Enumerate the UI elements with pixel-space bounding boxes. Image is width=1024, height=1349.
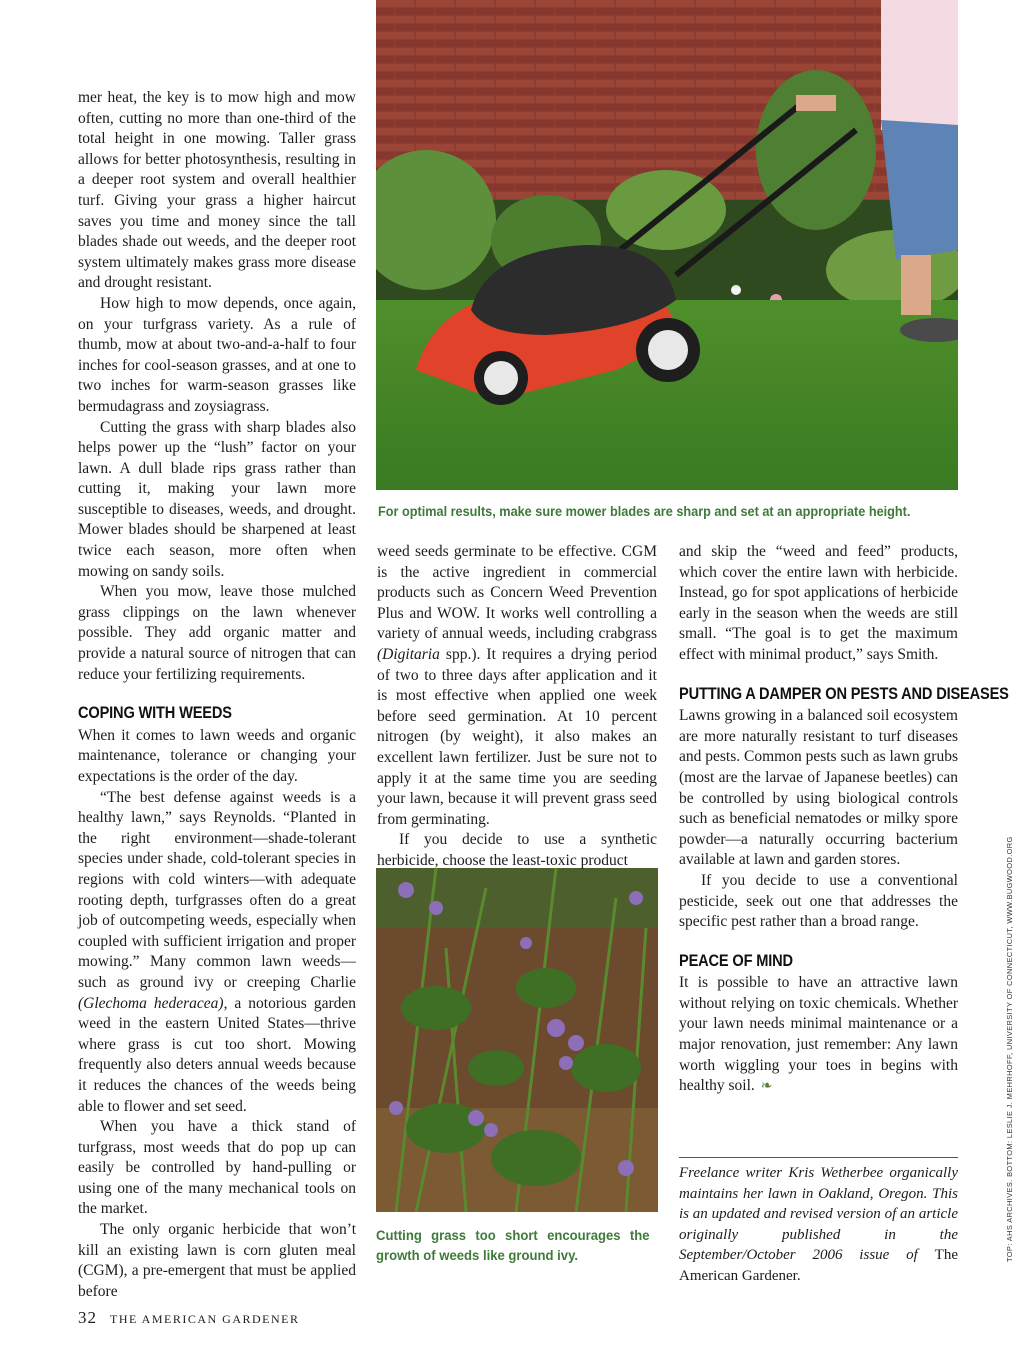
section-heading-weeds: COPING WITH WEEDS bbox=[78, 703, 232, 723]
paragraph: weed seeds germinate to be effective. CGM is the active ingredient in commercial products such as Concern Weed Prevention Plus and WOW. It works well controlling a variety of annual weeds, including crabgrass (Digitaria spp.). It requires a drying period of two to three days after application and it is most effective when applied one week before seed germination. At 10 percent nitrogen (by weight), it also makes an excellent lawn fertilizer. Just be sure not to apply it at the same time you are seeding your lawn, because it will prevent grass seed from germinating. bbox=[377, 543, 657, 828]
ivy-photo-caption: Cutting grass too short encourages the growth of weeds like ground ivy. bbox=[376, 1228, 650, 1263]
paragraph: and skip the “weed and feed” products, which cover the entire lawn with herbicide. Instead, go for spot applications of herbicide early in the season when the weeds are still small. “The goal is to get the maximum effect with minimal product,” says Smith. bbox=[679, 543, 958, 663]
paragraph: When it comes to lawn weeds and organic maintenance, tolerance or changing your expectations is the order of the day. bbox=[78, 726, 356, 785]
paragraph: When you mow, leave those mulched grass clippings on the lawn whenever possible. They add organic matter and provide a natural source of nitrogen that can reduce your fertilizing requirements. bbox=[78, 583, 356, 683]
page-footer bbox=[78, 1308, 300, 1328]
paragraph: Lawns growing in a balanced soil ecosystem are more naturally resistant to turf diseases and pests. Common pests such as lawn grubs (most are the larvae of Japanese beetles) can be controlled by using biological controls such as beneficial nematodes or milky spore powder—a naturally occurring bacterium available at lawn and garden stores. bbox=[679, 707, 958, 869]
author-bio: Freelance writer Kris Wetherbee organically maintains her lawn in Oakland, Oregon. This is an updated and revised version of an article originally published in the September/October 2006 issue of The American Gardener. bbox=[679, 1165, 958, 1284]
photo-credit: TOP: AHS ARCHIVES. BOTTOM: LESLIE J. MEHRHOFF, UNIVERSITY OF CONNECTICUT, WWW.BUGWOOD.ORG bbox=[1005, 836, 1014, 1262]
column-2 bbox=[377, 542, 657, 872]
page-number: 32 bbox=[78, 1308, 97, 1327]
magazine-name: THE AMERICAN GARDENER bbox=[110, 1312, 300, 1326]
paragraph: When you have a thick stand of turfgrass, most weeds that do pop up can easily be controlled by hand-pulling or using one of the many mechanical tools on the market. bbox=[78, 1118, 356, 1218]
mower-photo-caption: For optimal results, make sure mower blades are sharp and set at an appropriate height. bbox=[378, 504, 911, 519]
paragraph: It is possible to have an attractive lawn without relying on toxic chemicals. Whether your lawn needs minimal maintenance or a major renovation, just remember: Any lawn worth wiggling your toes in begins with healthy soil. ❧ bbox=[679, 974, 958, 1095]
paragraph: mer heat, the key is to mow high and mow often, cutting no more than one-third of the total height in one mowing. Taller grass allows for better photosynthesis, resulting in a deeper root system and overall healthier turf. Giving your grass a higher haircut saves you time and money since the tall blades shade out weeds, and the deeper root system ultimately makes grass more disease and drought resistant. bbox=[78, 89, 356, 292]
mower-photo bbox=[376, 0, 958, 490]
column-1 bbox=[78, 88, 356, 1302]
paragraph: “The best defense against weeds is a healthy lawn,” says Reynolds. “Planted in the right environment—shade-tolerant species under shade, cold-tolerant species in regions with cold winters—with adequate rooting depth, turfgrasses often do a great job of outcompeting weeds, especially when coupled with sufficient irrigation and proper mowing.” Many common lawn weeds—such as ground ivy or creeping Charlie (Glechoma hederacea), a notorious garden weed in the eastern United States—thrive where grass is cut too short. Mowing frequently also deters annual weeds because it reduces the chances of the weeds being able to flower and set seed. bbox=[78, 788, 356, 1115]
bio-divider bbox=[679, 1157, 958, 1158]
end-mark-icon: ❧ bbox=[760, 1079, 773, 1095]
shirt bbox=[881, 0, 958, 130]
latin-name: (Glechoma hederacea) bbox=[78, 994, 224, 1012]
paragraph: If you decide to use a synthetic herbicide, choose the least-toxic product bbox=[377, 831, 657, 869]
paragraph: How high to mow depends, once again, on your turfgrass variety. As a rule of thumb, mow at about two-and-a-half to four inches for cool-season grasses, and at one to two inches for warm-season grasses like bermudagrass and zoysiagrass. bbox=[78, 294, 356, 415]
paragraph: Cutting the grass with sharp blades also helps power up the “lush” factor on your lawn. A dull blade rips grass rather than cutting it, making your lawn more susceptible to diseases, weeds, and drought. Mower blades should be sharpened at least twice each season, more often when mowing on sandy soils. bbox=[78, 418, 356, 580]
section-heading-peace: PEACE OF MIND bbox=[679, 950, 793, 970]
column-3 bbox=[679, 542, 1009, 1098]
ground-ivy-photo bbox=[376, 868, 658, 1212]
paragraph: If you decide to use a conventional pesticide, seek out one that addresses the specific pest rather than a broad range. bbox=[679, 871, 958, 931]
section-heading-pests: PUTTING A DAMPER ON PESTS AND DISEASES bbox=[679, 683, 1009, 703]
paragraph: The only organic herbicide that won’t kill an existing lawn is corn gluten meal (CGM), a pre-emergent that must be applied before bbox=[78, 1221, 356, 1300]
publication-name: The American Gardener. bbox=[679, 1247, 958, 1284]
latin-name: (Digitaria bbox=[377, 645, 440, 663]
